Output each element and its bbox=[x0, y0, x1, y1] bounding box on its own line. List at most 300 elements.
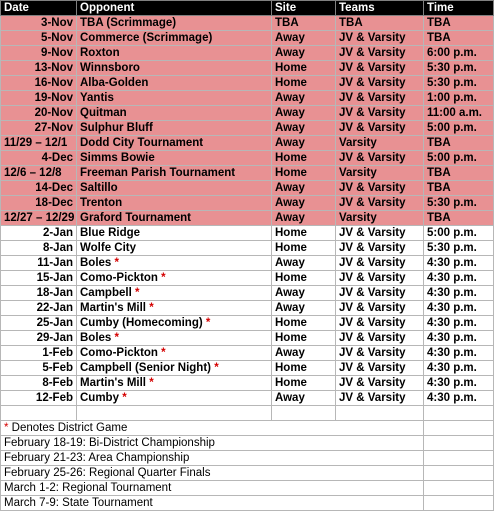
time-cell-text: 5:30 p.m. bbox=[427, 197, 477, 209]
note-cell[interactable] bbox=[1, 481, 336, 496]
opponent-cell[interactable] bbox=[77, 331, 272, 346]
date-cell[interactable] bbox=[1, 196, 77, 211]
time-cell[interactable] bbox=[424, 361, 494, 376]
schedule-row bbox=[1, 181, 494, 196]
time-cell-text: 5:00 p.m. bbox=[427, 227, 477, 239]
time-cell-text: TBA bbox=[427, 17, 451, 29]
date-cell-text: 9-Nov bbox=[41, 47, 73, 59]
time-cell-text: 4:30 p.m. bbox=[427, 272, 477, 284]
time-cell[interactable] bbox=[424, 331, 494, 346]
teams-cell-text: JV & Varsity bbox=[339, 242, 406, 254]
schedule-row bbox=[1, 211, 494, 226]
opponent-cell[interactable] bbox=[77, 121, 272, 136]
date-cell-text: 12-Feb bbox=[35, 392, 73, 404]
note-cell[interactable] bbox=[1, 496, 336, 511]
teams-cell-text: JV & Varsity bbox=[339, 77, 406, 89]
schedule-row bbox=[1, 166, 494, 181]
date-cell-text: 5-Nov bbox=[41, 32, 73, 44]
note-text: February 18-19: Bi-District Championship bbox=[4, 437, 215, 449]
note-row bbox=[1, 436, 494, 451]
schedule-row bbox=[1, 136, 494, 151]
note-cell[interactable] bbox=[1, 451, 336, 466]
date-cell-text: 1-Feb bbox=[42, 347, 73, 359]
opponent-cell[interactable] bbox=[77, 151, 272, 166]
site-cell[interactable] bbox=[272, 226, 336, 241]
date-cell[interactable] bbox=[1, 271, 77, 286]
teams-cell-text: JV & Varsity bbox=[339, 272, 406, 284]
date-cell[interactable] bbox=[1, 91, 77, 106]
schedule-row bbox=[1, 391, 494, 406]
date-cell-text: 19-Nov bbox=[34, 92, 73, 104]
time-cell-text: 6:00 p.m. bbox=[427, 47, 477, 59]
time-cell-text: 5:30 p.m. bbox=[427, 62, 477, 74]
date-cell-text: 2-Jan bbox=[42, 227, 73, 239]
opponent-cell-text: Alba-Golden bbox=[80, 77, 149, 89]
schedule-row bbox=[1, 91, 494, 106]
header-date[interactable]: Date bbox=[1, 1, 77, 16]
teams-cell[interactable] bbox=[336, 211, 424, 226]
site-cell-text: Away bbox=[275, 32, 305, 44]
site-cell-text: Away bbox=[275, 122, 305, 134]
schedule-row bbox=[1, 151, 494, 166]
time-cell-text: 1:00 p.m. bbox=[427, 92, 477, 104]
date-cell[interactable] bbox=[1, 241, 77, 256]
opponent-cell-text: Boles bbox=[80, 332, 112, 344]
empty-cell[interactable] bbox=[336, 466, 424, 481]
note-row bbox=[1, 421, 494, 436]
site-cell-text: Home bbox=[275, 272, 307, 284]
district-star-icon: * bbox=[4, 422, 9, 434]
time-cell-text: TBA bbox=[427, 137, 451, 149]
schedule-row bbox=[1, 226, 494, 241]
teams-cell[interactable] bbox=[336, 166, 424, 181]
date-cell[interactable] bbox=[1, 76, 77, 91]
site-cell[interactable] bbox=[272, 391, 336, 406]
teams-cell[interactable] bbox=[336, 346, 424, 361]
teams-cell[interactable] bbox=[336, 316, 424, 331]
opponent-cell[interactable] bbox=[77, 271, 272, 286]
teams-cell[interactable] bbox=[336, 301, 424, 316]
date-cell[interactable] bbox=[1, 181, 77, 196]
time-cell[interactable] bbox=[424, 151, 494, 166]
site-cell-text: Home bbox=[275, 377, 307, 389]
time-cell[interactable] bbox=[424, 211, 494, 226]
teams-cell-text: JV & Varsity bbox=[339, 362, 406, 374]
schedule-row bbox=[1, 361, 494, 376]
teams-cell[interactable] bbox=[336, 286, 424, 301]
teams-cell[interactable] bbox=[336, 61, 424, 76]
schedule-row bbox=[1, 256, 494, 271]
teams-cell[interactable] bbox=[336, 226, 424, 241]
schedule-row bbox=[1, 31, 494, 46]
teams-cell-text: JV & Varsity bbox=[339, 47, 406, 59]
opponent-cell-text: TBA (Scrimmage) bbox=[80, 17, 177, 29]
teams-cell-text: JV & Varsity bbox=[339, 62, 406, 74]
schedule-row bbox=[1, 376, 494, 391]
site-cell[interactable] bbox=[272, 136, 336, 151]
teams-cell[interactable] bbox=[336, 181, 424, 196]
teams-cell-text: Varsity bbox=[339, 137, 377, 149]
teams-cell[interactable] bbox=[336, 241, 424, 256]
date-cell[interactable] bbox=[1, 106, 77, 121]
date-cell[interactable] bbox=[1, 346, 77, 361]
date-cell[interactable] bbox=[1, 376, 77, 391]
opponent-cell-text: Blue Ridge bbox=[80, 227, 141, 239]
schedule-row bbox=[1, 196, 494, 211]
time-cell[interactable] bbox=[424, 286, 494, 301]
opponent-cell[interactable] bbox=[77, 376, 272, 391]
opponent-cell[interactable] bbox=[77, 361, 272, 376]
date-cell-text: 12/6 – 12/8 bbox=[4, 167, 62, 179]
time-cell-text: 4:30 p.m. bbox=[427, 332, 477, 344]
teams-cell[interactable] bbox=[336, 376, 424, 391]
schedule-row bbox=[1, 121, 494, 136]
site-cell-text: Home bbox=[275, 242, 307, 254]
empty-cell[interactable] bbox=[424, 436, 494, 451]
header-opponent[interactable]: Opponent bbox=[77, 1, 272, 16]
opponent-cell-text: Cumby bbox=[80, 392, 119, 404]
district-star-icon: * bbox=[149, 302, 154, 314]
teams-cell-text: JV & Varsity bbox=[339, 332, 406, 344]
empty-cell[interactable] bbox=[272, 406, 336, 421]
site-cell-text: Away bbox=[275, 257, 305, 269]
teams-cell[interactable] bbox=[336, 136, 424, 151]
note-cell[interactable] bbox=[1, 466, 336, 481]
teams-cell[interactable] bbox=[336, 331, 424, 346]
teams-cell[interactable] bbox=[336, 91, 424, 106]
time-cell[interactable] bbox=[424, 46, 494, 61]
teams-cell-text: Varsity bbox=[339, 212, 377, 224]
site-cell[interactable] bbox=[272, 286, 336, 301]
site-cell-text: TBA bbox=[275, 17, 299, 29]
opponent-cell-text: Campbell (Senior Night) bbox=[80, 362, 211, 374]
opponent-cell[interactable] bbox=[77, 391, 272, 406]
date-cell[interactable] bbox=[1, 16, 77, 31]
opponent-cell-text: Wolfe City bbox=[80, 242, 137, 254]
site-cell-text: Home bbox=[275, 152, 307, 164]
site-cell[interactable] bbox=[272, 106, 336, 121]
empty-cell[interactable] bbox=[336, 406, 424, 421]
date-cell[interactable] bbox=[1, 226, 77, 241]
site-cell-text: Home bbox=[275, 77, 307, 89]
schedule-row bbox=[1, 301, 494, 316]
site-cell[interactable] bbox=[272, 61, 336, 76]
site-cell-text: Home bbox=[275, 332, 307, 344]
schedule-row bbox=[1, 346, 494, 361]
opponent-cell[interactable] bbox=[77, 256, 272, 271]
site-cell[interactable] bbox=[272, 376, 336, 391]
site-cell[interactable] bbox=[272, 16, 336, 31]
date-cell-text: 15-Jan bbox=[36, 272, 73, 284]
date-cell-text: 22-Jan bbox=[36, 302, 73, 314]
empty-cell[interactable] bbox=[336, 496, 424, 511]
date-cell[interactable] bbox=[1, 46, 77, 61]
empty-cell[interactable] bbox=[424, 421, 494, 436]
time-cell-text: 4:30 p.m. bbox=[427, 302, 477, 314]
date-cell-text: 11-Jan bbox=[37, 257, 73, 269]
opponent-cell-text: Como-Pickton bbox=[80, 347, 158, 359]
district-star-icon: * bbox=[161, 272, 166, 284]
time-cell[interactable] bbox=[424, 181, 494, 196]
opponent-cell-text: Cumby (Homecoming) bbox=[80, 317, 203, 329]
opponent-cell[interactable] bbox=[77, 226, 272, 241]
note-row bbox=[1, 451, 494, 466]
site-cell[interactable] bbox=[272, 361, 336, 376]
time-cell[interactable] bbox=[424, 121, 494, 136]
teams-cell-text: JV & Varsity bbox=[339, 107, 406, 119]
opponent-cell[interactable] bbox=[77, 346, 272, 361]
date-cell-text: 18-Jan bbox=[36, 287, 73, 299]
teams-cell-text: JV & Varsity bbox=[339, 152, 406, 164]
site-cell[interactable] bbox=[272, 301, 336, 316]
time-cell-text: 4:30 p.m. bbox=[427, 317, 477, 329]
site-cell[interactable] bbox=[272, 346, 336, 361]
site-cell[interactable] bbox=[272, 331, 336, 346]
district-star-icon: * bbox=[149, 377, 154, 389]
date-cell[interactable] bbox=[1, 136, 77, 151]
date-cell[interactable] bbox=[1, 316, 77, 331]
opponent-cell-text: Campbell bbox=[80, 287, 132, 299]
date-cell[interactable] bbox=[1, 121, 77, 136]
teams-cell-text: JV & Varsity bbox=[339, 182, 406, 194]
site-cell[interactable] bbox=[272, 151, 336, 166]
time-cell[interactable] bbox=[424, 106, 494, 121]
time-cell-text: 4:30 p.m. bbox=[427, 362, 477, 374]
empty-cell[interactable] bbox=[424, 451, 494, 466]
date-cell-text: 11/29 – 12/1 bbox=[4, 137, 68, 149]
time-cell-text: 4:30 p.m. bbox=[427, 257, 477, 269]
district-star-icon: * bbox=[122, 392, 127, 404]
site-cell[interactable] bbox=[272, 181, 336, 196]
site-cell-text: Away bbox=[275, 47, 305, 59]
opponent-cell[interactable] bbox=[77, 301, 272, 316]
opponent-cell[interactable] bbox=[77, 46, 272, 61]
opponent-cell[interactable] bbox=[77, 91, 272, 106]
opponent-cell-text: Winnsboro bbox=[80, 62, 140, 74]
header-site[interactable]: Site bbox=[272, 1, 336, 16]
teams-cell[interactable] bbox=[336, 391, 424, 406]
date-cell[interactable] bbox=[1, 166, 77, 181]
time-cell[interactable] bbox=[424, 136, 494, 151]
teams-cell-text: JV & Varsity bbox=[339, 302, 406, 314]
note-cell[interactable] bbox=[1, 421, 336, 436]
site-cell[interactable] bbox=[272, 121, 336, 136]
opponent-cell[interactable] bbox=[77, 76, 272, 91]
date-cell[interactable] bbox=[1, 361, 77, 376]
time-cell-text: 5:30 p.m. bbox=[427, 242, 477, 254]
time-cell[interactable] bbox=[424, 31, 494, 46]
schedule-row bbox=[1, 241, 494, 256]
time-cell-text: TBA bbox=[427, 212, 451, 224]
teams-cell[interactable] bbox=[336, 151, 424, 166]
teams-cell[interactable] bbox=[336, 256, 424, 271]
teams-cell-text: JV & Varsity bbox=[339, 377, 406, 389]
note-text: February 25-26: Regional Quarter Finals bbox=[4, 467, 211, 479]
schedule-row bbox=[1, 286, 494, 301]
opponent-cell-text: Graford Tournament bbox=[80, 212, 191, 224]
site-cell[interactable] bbox=[272, 91, 336, 106]
header-time[interactable]: Time bbox=[424, 1, 494, 16]
site-cell[interactable] bbox=[272, 166, 336, 181]
note-cell[interactable] bbox=[1, 436, 336, 451]
time-cell[interactable] bbox=[424, 196, 494, 211]
empty-cell[interactable] bbox=[424, 406, 494, 421]
time-cell[interactable] bbox=[424, 226, 494, 241]
date-cell[interactable] bbox=[1, 256, 77, 271]
time-cell[interactable] bbox=[424, 271, 494, 286]
date-cell-text: 27-Nov bbox=[34, 122, 73, 134]
teams-cell[interactable] bbox=[336, 121, 424, 136]
schedule-row bbox=[1, 271, 494, 286]
teams-cell[interactable] bbox=[336, 16, 424, 31]
empty-cell[interactable] bbox=[424, 496, 494, 511]
date-cell[interactable] bbox=[1, 211, 77, 226]
time-cell-text: TBA bbox=[427, 32, 451, 44]
time-cell[interactable] bbox=[424, 76, 494, 91]
time-cell[interactable] bbox=[424, 16, 494, 31]
empty-cell[interactable] bbox=[77, 406, 272, 421]
site-cell[interactable] bbox=[272, 46, 336, 61]
teams-cell[interactable] bbox=[336, 271, 424, 286]
site-cell[interactable] bbox=[272, 211, 336, 226]
teams-cell[interactable] bbox=[336, 46, 424, 61]
note-row bbox=[1, 466, 494, 481]
teams-cell-text: JV & Varsity bbox=[339, 347, 406, 359]
teams-cell-text: JV & Varsity bbox=[339, 197, 406, 209]
time-cell-text: 5:30 p.m. bbox=[427, 77, 477, 89]
opponent-cell[interactable] bbox=[77, 16, 272, 31]
opponent-cell[interactable] bbox=[77, 241, 272, 256]
schedule-row bbox=[1, 76, 494, 91]
empty-cell[interactable] bbox=[1, 406, 77, 421]
opponent-cell[interactable] bbox=[77, 61, 272, 76]
site-cell[interactable] bbox=[272, 31, 336, 46]
time-cell-text: 5:00 p.m. bbox=[427, 122, 477, 134]
time-cell[interactable] bbox=[424, 91, 494, 106]
date-cell[interactable] bbox=[1, 391, 77, 406]
district-star-icon: * bbox=[134, 287, 140, 299]
header-teams[interactable]: Teams bbox=[336, 1, 424, 16]
empty-cell[interactable] bbox=[424, 466, 494, 481]
date-cell-text: 5-Feb bbox=[42, 362, 73, 374]
teams-cell-text: Varsity bbox=[339, 167, 377, 179]
teams-cell-text: JV & Varsity bbox=[339, 92, 406, 104]
opponent-cell-text: Commerce (Scrimmage) bbox=[80, 32, 213, 44]
opponent-cell[interactable] bbox=[77, 316, 272, 331]
time-cell[interactable] bbox=[424, 391, 494, 406]
site-cell[interactable] bbox=[272, 241, 336, 256]
opponent-cell[interactable] bbox=[77, 31, 272, 46]
teams-cell-text: JV & Varsity bbox=[339, 227, 406, 239]
date-cell-text: 29-Jan bbox=[36, 332, 73, 344]
date-cell-text: 3-Nov bbox=[41, 17, 73, 29]
empty-cell[interactable] bbox=[424, 481, 494, 496]
opponent-cell-text: Boles bbox=[80, 257, 112, 269]
teams-cell[interactable] bbox=[336, 361, 424, 376]
teams-cell[interactable] bbox=[336, 31, 424, 46]
note-row bbox=[1, 481, 494, 496]
schedule-row bbox=[1, 46, 494, 61]
time-cell-text: 11:00 a.m. bbox=[427, 107, 482, 119]
opponent-cell[interactable] bbox=[77, 181, 272, 196]
time-cell[interactable] bbox=[424, 316, 494, 331]
site-cell-text: Home bbox=[275, 167, 307, 179]
date-cell[interactable] bbox=[1, 286, 77, 301]
teams-cell[interactable] bbox=[336, 106, 424, 121]
time-cell[interactable] bbox=[424, 346, 494, 361]
date-cell[interactable] bbox=[1, 331, 77, 346]
schedule-row bbox=[1, 106, 494, 121]
site-cell[interactable] bbox=[272, 271, 336, 286]
site-cell-text: Home bbox=[275, 227, 307, 239]
note-text: March 7-9: State Tournament bbox=[4, 497, 153, 509]
opponent-cell-text: Dodd City Tournament bbox=[80, 137, 204, 149]
site-cell[interactable] bbox=[272, 76, 336, 91]
time-cell-text: 4:30 p.m. bbox=[427, 392, 477, 404]
date-cell-text: 8-Feb bbox=[42, 377, 73, 389]
time-cell[interactable] bbox=[424, 241, 494, 256]
time-cell-text: 5:00 p.m. bbox=[427, 152, 477, 164]
empty-cell[interactable] bbox=[336, 436, 424, 451]
site-cell-text: Away bbox=[275, 182, 305, 194]
site-cell-text: Away bbox=[275, 302, 305, 314]
date-cell[interactable] bbox=[1, 61, 77, 76]
teams-cell-text: JV & Varsity bbox=[339, 257, 406, 269]
date-cell-text: 14-Dec bbox=[35, 182, 73, 194]
time-cell-text: 4:30 p.m. bbox=[427, 347, 477, 359]
note-row bbox=[1, 496, 494, 511]
teams-cell-text: JV & Varsity bbox=[339, 287, 406, 299]
time-cell[interactable] bbox=[424, 61, 494, 76]
time-cell-text: 4:30 p.m. bbox=[427, 377, 477, 389]
site-cell[interactable] bbox=[272, 196, 336, 211]
date-cell-text: 18-Dec bbox=[35, 197, 73, 209]
opponent-cell[interactable] bbox=[77, 136, 272, 151]
note-text: March 1-2: Regional Tournament bbox=[4, 482, 172, 494]
opponent-cell[interactable] bbox=[77, 211, 272, 226]
teams-cell-text: TBA bbox=[339, 17, 363, 29]
time-cell[interactable] bbox=[424, 166, 494, 181]
opponent-cell[interactable] bbox=[77, 106, 272, 121]
site-cell-text: Away bbox=[275, 392, 305, 404]
date-cell[interactable] bbox=[1, 301, 77, 316]
opponent-cell-text: Sulphur Bluff bbox=[80, 122, 153, 134]
opponent-cell[interactable] bbox=[77, 286, 272, 301]
date-cell[interactable] bbox=[1, 31, 77, 46]
time-cell[interactable] bbox=[424, 376, 494, 391]
teams-cell[interactable] bbox=[336, 76, 424, 91]
schedule-row bbox=[1, 16, 494, 31]
time-cell-text: TBA bbox=[427, 167, 451, 179]
empty-cell[interactable] bbox=[336, 451, 424, 466]
empty-cell[interactable] bbox=[336, 421, 424, 436]
opponent-cell[interactable] bbox=[77, 166, 272, 181]
teams-cell[interactable] bbox=[336, 196, 424, 211]
time-cell[interactable] bbox=[424, 301, 494, 316]
opponent-cell-text: Saltillo bbox=[80, 182, 118, 194]
site-cell-text: Away bbox=[275, 347, 305, 359]
opponent-cell-text: Quitman bbox=[80, 107, 127, 119]
date-cell[interactable] bbox=[1, 151, 77, 166]
schedule-row bbox=[1, 316, 494, 331]
opponent-cell[interactable] bbox=[77, 196, 272, 211]
district-star-icon: * bbox=[114, 332, 120, 344]
empty-cell[interactable] bbox=[336, 481, 424, 496]
schedule-row bbox=[1, 61, 494, 76]
site-cell[interactable] bbox=[272, 256, 336, 271]
site-cell[interactable] bbox=[272, 316, 336, 331]
time-cell[interactable] bbox=[424, 256, 494, 271]
